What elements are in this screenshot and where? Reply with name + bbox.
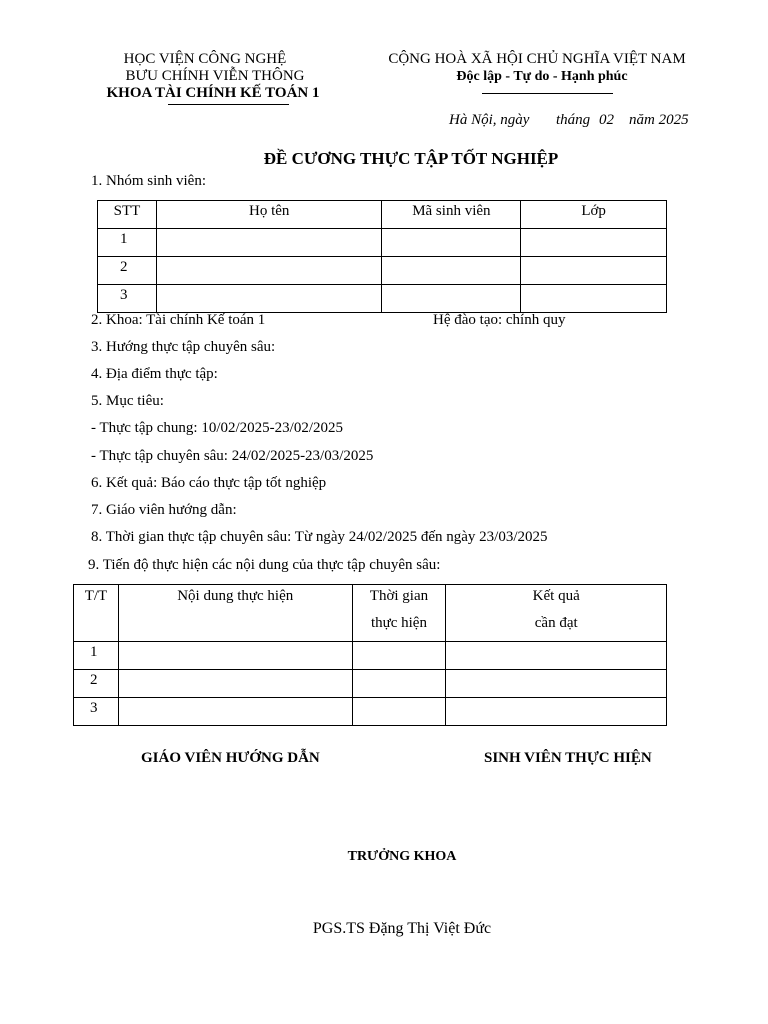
- progress-table: [73, 584, 667, 726]
- cell-ho-ten: [156, 285, 382, 313]
- cell-ma-sinh-vien: [382, 285, 521, 313]
- cell-stt: 3: [98, 285, 157, 313]
- header-left-line2: BƯU CHÍNH VIỄN THÔNG: [125, 68, 305, 84]
- cell-stt: 2: [98, 257, 157, 285]
- item-huong: 3. Hướng thực tập chuyên sâu:: [91, 339, 276, 355]
- header-thoi-gian: [352, 585, 446, 642]
- cell-tt: 2: [74, 670, 119, 698]
- item-muc-tieu: 5. Mục tiêu:: [91, 393, 164, 409]
- header-ho-ten: Họ tên: [156, 201, 382, 229]
- section1-label: 1. Nhóm sinh viên:: [91, 173, 206, 189]
- page-title: ĐỀ CƯƠNG THỰC TẬP TỐT NGHIỆP: [263, 149, 559, 168]
- item-he-dao-tao: Hệ đào tạo: chính quy: [433, 312, 566, 328]
- header-stt: STT: [98, 201, 157, 229]
- signature-dean-name: PGS.TS Đặng Thị Việt Đức: [312, 920, 492, 937]
- header-left-line1: HỌC VIỆN CÔNG NGHỆ: [123, 51, 287, 67]
- cell-noi-dung: [118, 698, 352, 726]
- cell-lop: [521, 285, 667, 313]
- item-thoi-gian: 8. Thời gian thực tập chuyên sâu: Từ ngày 24/02/2025 đến ngày 23/03/2025: [91, 529, 548, 545]
- item-khoa: 2. Khoa: Tài chính Kế toán 1: [91, 312, 266, 328]
- item-giao-vien: 7. Giáo viên hướng dẫn:: [91, 502, 237, 518]
- table-row: [98, 257, 667, 285]
- cell-thoi-gian: [352, 642, 446, 670]
- cell-ho-ten: [156, 229, 382, 257]
- cell-noi-dung: [118, 642, 352, 670]
- header-thoi-gian-line2: thực hiện: [370, 615, 427, 631]
- students-table: [97, 200, 667, 313]
- signature-student: SINH VIÊN THỰC HIỆN: [484, 750, 652, 766]
- cell-ket-qua: [446, 670, 667, 698]
- cell-tt: 3: [74, 698, 119, 726]
- table-header-row: [98, 201, 667, 229]
- cell-ket-qua: [446, 642, 667, 670]
- header-noi-dung: Nội dung thực hiện: [118, 585, 352, 642]
- item-ket-qua: 6. Kết quả: Báo cáo thực tập tốt nghiệp: [91, 475, 327, 491]
- table-row: [98, 229, 667, 257]
- item-thuc-tap-chuyen-sau: - Thực tập chuyên sâu: 24/02/2025-23/03/2025: [91, 448, 374, 464]
- table-row: [74, 670, 667, 698]
- cell-ket-qua: [446, 698, 667, 726]
- cell-ma-sinh-vien: [382, 257, 521, 285]
- header-tt: T/T: [74, 585, 119, 642]
- header-left-line3: KHOA TÀI CHÍNH KẾ TOÁN 1: [106, 85, 320, 101]
- header-ket-qua-line1: Kết quả: [532, 588, 580, 604]
- signature-dean-title: TRƯỞNG KHOA: [347, 849, 457, 864]
- date-year: năm 2025: [629, 112, 689, 128]
- date-month-label: tháng: [556, 112, 591, 128]
- cell-noi-dung: [118, 670, 352, 698]
- cell-ma-sinh-vien: [382, 229, 521, 257]
- item-dia-diem: 4. Địa điểm thực tập:: [91, 366, 218, 382]
- date-month-value: 02: [599, 112, 614, 128]
- cell-thoi-gian: [352, 698, 446, 726]
- cell-lop: [521, 229, 667, 257]
- item-tien-do: 9. Tiến độ thực hiện các nội dung của thực tập chuyên sâu:: [88, 557, 441, 573]
- date-place: Hà Nội, ngày: [449, 112, 530, 128]
- signature-advisor: GIÁO VIÊN HƯỚNG DẪN: [141, 750, 320, 766]
- cell-tt: 1: [74, 642, 119, 670]
- header-left-underline: [168, 104, 289, 105]
- cell-lop: [521, 257, 667, 285]
- cell-stt: 1: [98, 229, 157, 257]
- header-right-line1: CỘNG HOÀ XÃ HỘI CHỦ NGHĨA VIỆT NAM: [388, 51, 686, 67]
- table-header-row: [74, 585, 667, 642]
- header-right-line2: Độc lập - Tự do - Hạnh phúc: [456, 69, 628, 84]
- header-ket-qua: [446, 585, 667, 642]
- header-ma-sinh-vien: Mã sinh viên: [382, 201, 521, 229]
- table-row: [98, 285, 667, 313]
- header-lop: Lớp: [521, 201, 667, 229]
- header-right-underline: [482, 93, 613, 94]
- table-row: [74, 642, 667, 670]
- table-row: [74, 698, 667, 726]
- header-ket-qua-line2: cần đạt: [534, 615, 578, 631]
- header-thoi-gian-line1: Thời gian: [369, 588, 429, 604]
- cell-ho-ten: [156, 257, 382, 285]
- item-thuc-tap-chung: - Thực tập chung: 10/02/2025-23/02/2025: [91, 420, 343, 436]
- cell-thoi-gian: [352, 670, 446, 698]
